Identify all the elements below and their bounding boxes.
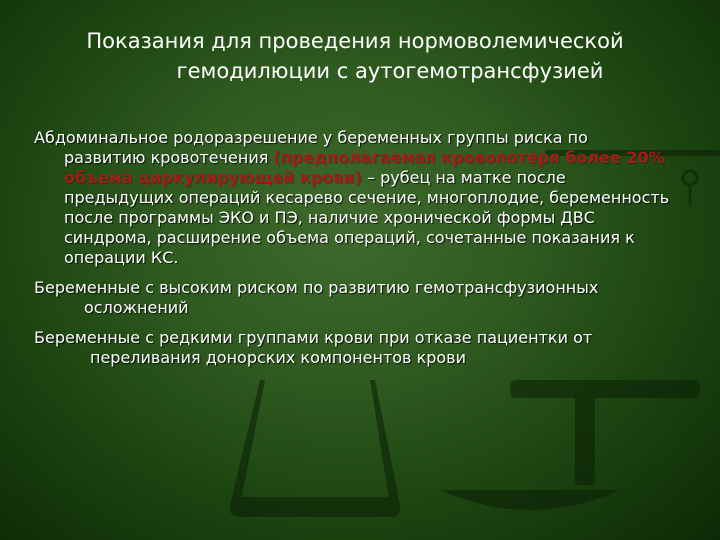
slide-title [0,26,720,86]
item3-line2: переливания донорских компонентов крови [90,348,467,367]
indication-item-3 [34,328,674,368]
item1-text-continued: – рубец на матке после предыдущих операций кесарево сечение, многоплодие, беременность после программы ЭКО и ПЭ, наличие хронической формы ДВС синдрома, расширение объема операций, сочетанные показания к операции КС. [64,168,670,267]
item2-line2: осложнений [84,298,189,317]
item1-text: Абдоминальное родоразрешение у беременных группы риска по развитию кровотечения [34,128,588,167]
title-line-2: гемодилюции с аутогемотрансфузией [176,59,604,83]
item3-line1: Беременные с редкими группами крови при отказе пациентки от [34,328,593,347]
title-line-1: Показания для проведения нормоволемической [86,29,624,53]
slide-body [34,128,674,368]
item1-emphasis: (предполагаемая кровопотеря более 20% объема циркулирующей крови) [64,148,665,187]
item2-line1: Беременные с высоким риском по развитию гемотрансфузионных [34,278,599,297]
indication-item-2 [34,278,674,318]
indication-item-1 [34,128,674,268]
